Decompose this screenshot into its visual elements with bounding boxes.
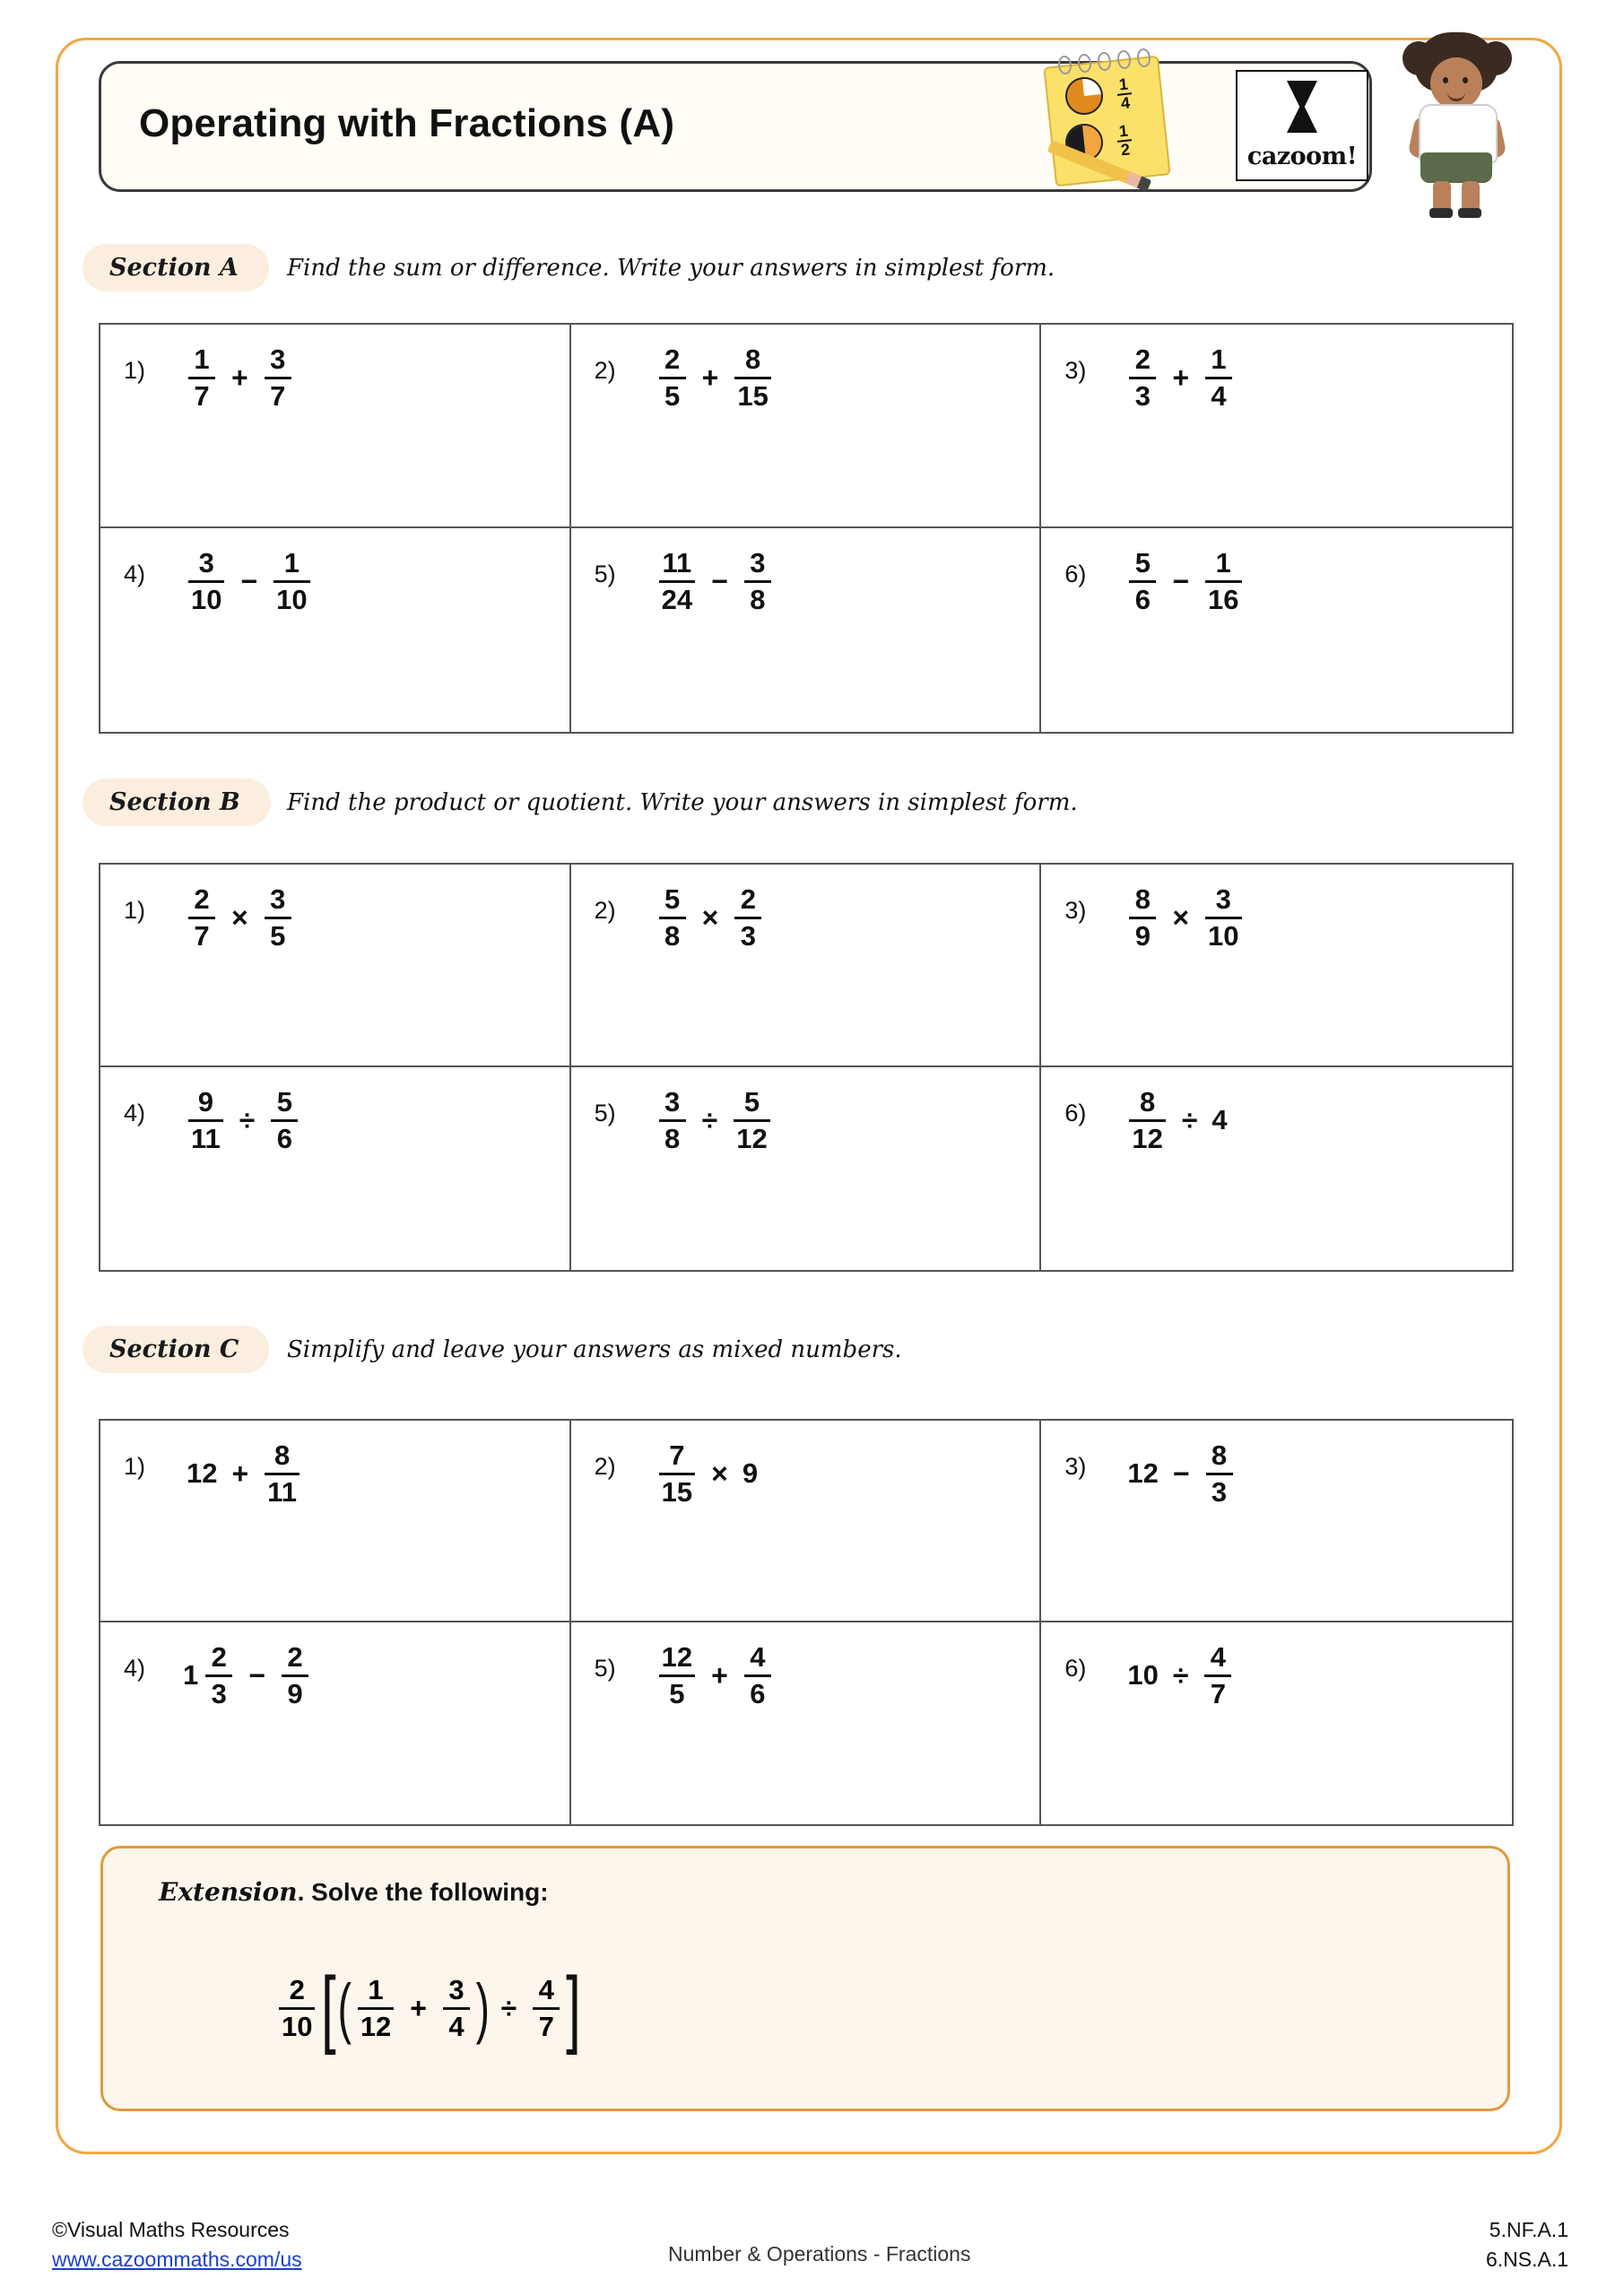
left-bracket-outer: [: [321, 1960, 337, 2056]
operator: ÷: [239, 1103, 256, 1136]
logo-wordmark: cazoom!: [1246, 143, 1358, 170]
fraction: [659, 885, 686, 950]
question-expression: [654, 339, 777, 416]
fraction: [1129, 546, 1156, 615]
fraction: [188, 1085, 223, 1154]
fraction: [358, 1973, 394, 2042]
question-number: 2): [594, 357, 616, 384]
section-b-instruction: Find the product or quotient. Write your answers in simplest form.: [287, 789, 1078, 816]
question-cell[interactable]: [100, 1421, 571, 1622]
fraction: [1205, 885, 1241, 950]
fraction-bar: [1129, 377, 1156, 379]
standard-2: 6.NS.A.1: [1485, 2248, 1568, 2272]
fraction-numerator: 7: [669, 1439, 685, 1471]
question-expression: [1124, 339, 1238, 416]
question-cell[interactable]: [1041, 528, 1512, 732]
fraction-bar: [744, 580, 771, 583]
fraction-bar: [188, 1119, 223, 1122]
question-cell[interactable]: [571, 1421, 1042, 1622]
fraction-denominator: 3: [1134, 379, 1151, 412]
extension-label: Extension: [159, 1877, 298, 1907]
question-number: 6): [1064, 561, 1087, 587]
fraction-bar: [1205, 377, 1232, 379]
fraction-denominator: 4: [1211, 379, 1227, 412]
fraction-numerator: 2: [194, 883, 210, 915]
right-bracket-outer: ]: [566, 1960, 581, 2056]
fraction-denominator: 5: [669, 1677, 685, 1709]
question-number: 2): [594, 1453, 616, 1480]
whole-number: 4: [1211, 1104, 1228, 1135]
fraction-denominator: 9: [1134, 919, 1151, 952]
fraction-denominator: 24: [661, 583, 693, 615]
fraction: [188, 546, 224, 615]
fraction-numerator: 3: [750, 546, 766, 578]
fraction-denominator: 12: [736, 1122, 768, 1154]
operator: +: [701, 361, 719, 394]
question-cell[interactable]: [571, 865, 1042, 1067]
fraction-bar: [734, 377, 770, 379]
fraction-denominator: 5: [270, 919, 286, 952]
operator: +: [711, 1658, 728, 1692]
operator: +: [410, 1991, 427, 2024]
question-cell[interactable]: [1041, 1067, 1512, 1270]
question-cell[interactable]: [100, 325, 571, 528]
question-number: 3): [1064, 357, 1087, 384]
operator: ÷: [701, 1103, 718, 1136]
fraction-denominator: 11: [191, 1122, 221, 1154]
question-cell[interactable]: [571, 1067, 1042, 1270]
fraction: [265, 1441, 300, 1506]
fraction-bar: [358, 2007, 394, 2010]
mixed-fraction-part: [205, 1640, 232, 1709]
fraction-numerator: 1: [368, 1973, 384, 2005]
fraction-denominator: 10: [191, 583, 222, 615]
footer-standards: [1486, 2215, 1568, 2275]
fraction-denominator: 12: [1132, 1122, 1163, 1154]
question-cell[interactable]: [100, 1067, 571, 1270]
question-number: 3): [1064, 897, 1087, 924]
footer-left: [52, 2215, 302, 2275]
fraction: [659, 345, 686, 410]
question-expression: [654, 1082, 776, 1159]
question-number: 3): [1064, 1453, 1087, 1480]
whole-number: 9: [742, 1457, 759, 1489]
extension-title: [159, 1877, 549, 1907]
fraction-bar: [744, 1674, 771, 1677]
question-number: 1): [124, 1453, 146, 1480]
question-cell[interactable]: [571, 528, 1042, 732]
section-a-header: [83, 244, 1338, 296]
question-expression: [654, 879, 768, 956]
extension-box: [100, 1846, 1510, 2111]
operator: −: [1172, 1457, 1190, 1490]
fraction-denominator: 9: [287, 1677, 303, 1709]
fraction-denominator: 7: [270, 379, 286, 412]
fraction: [188, 345, 215, 410]
operator: ×: [711, 1457, 728, 1490]
fraction-numerator: 5: [276, 1085, 292, 1118]
extension-expression: [274, 1954, 582, 2062]
fraction-numerator: 2: [1134, 343, 1151, 375]
fraction-denominator: 6: [1134, 583, 1151, 615]
whole-number: 12: [187, 1457, 218, 1489]
operator: +: [1172, 361, 1190, 394]
fraction-numerator: 1: [1215, 546, 1231, 578]
fraction: [274, 546, 309, 615]
question-expression: [1124, 1082, 1230, 1159]
fraction-numerator: 3: [1215, 883, 1231, 915]
fraction-numerator: 5: [664, 883, 681, 915]
extension-title-rest: . Solve the following:: [297, 1878, 549, 1906]
fraction-bar: [659, 1473, 695, 1475]
fraction-numerator: 4: [1210, 1640, 1226, 1673]
fraction: [1206, 1441, 1233, 1506]
fraction: [659, 1085, 686, 1154]
fraction: [1129, 885, 1156, 950]
question-number: 5): [594, 1100, 616, 1126]
fraction-denominator: 3: [1211, 1475, 1228, 1508]
section-a-questions-grid: [99, 323, 1514, 734]
operator: −: [248, 1658, 265, 1692]
fraction-bar: [188, 580, 224, 583]
fraction-denominator: 5: [664, 379, 681, 412]
fraction-numerator: 2: [740, 883, 756, 915]
fraction-bar: [188, 377, 215, 379]
fraction-bar: [265, 917, 291, 919]
footer-topic: Number & Operations - Fractions: [668, 2242, 971, 2266]
fraction-numerator: 8: [274, 1439, 291, 1471]
copyright-text: ©Visual Maths Resources: [52, 2218, 290, 2241]
operator: −: [711, 564, 728, 597]
fraction-denominator: 11: [267, 1475, 297, 1508]
fraction-numerator: 3: [448, 1973, 465, 2005]
cazoom-logo: [1236, 70, 1368, 181]
fraction-numerator: 5: [743, 1085, 760, 1118]
fraction-numerator: 8: [1211, 1439, 1228, 1471]
question-number: 5): [594, 1655, 616, 1682]
question-expression: [1124, 1637, 1237, 1714]
fraction-bar: [1205, 580, 1241, 583]
question-cell[interactable]: [100, 865, 571, 1067]
section-c-header: [83, 1326, 1338, 1378]
fraction-denominator: 3: [740, 919, 756, 952]
fraction: [265, 885, 291, 950]
operator: ×: [701, 900, 719, 934]
section-c-instruction: Simplify and leave your answers as mixed numbers.: [287, 1336, 902, 1363]
fraction: [1204, 1640, 1231, 1709]
notepad-fraction-quarter: 1 4: [1117, 74, 1132, 113]
fraction-denominator: 15: [737, 379, 769, 412]
mixed-number: [183, 1640, 238, 1709]
fraction-numerator: 8: [1139, 1085, 1156, 1118]
question-expression: [654, 1637, 777, 1714]
fraction-numerator: 3: [270, 343, 286, 375]
fraction-denominator: 8: [664, 919, 681, 952]
fraction-numerator: 9: [197, 1085, 214, 1118]
fraction-numerator: 5: [1134, 546, 1151, 578]
question-number: 1): [124, 897, 146, 924]
question-number: 2): [594, 897, 616, 924]
fraction-bar: [271, 1119, 298, 1122]
question-expression: [183, 543, 316, 620]
fraction-denominator: 12: [360, 2010, 392, 2042]
section-c-questions-grid: [99, 1419, 1514, 1826]
question-expression: [1124, 1435, 1238, 1512]
fraction-bar: [1129, 580, 1156, 583]
question-expression: [183, 1082, 303, 1159]
fraction-bar: [282, 1674, 308, 1677]
fraction-bar: [1129, 917, 1156, 919]
student-mascot-illustration: [1399, 27, 1515, 220]
operator: ÷: [500, 1991, 517, 2024]
fraction-denominator: 7: [1210, 1677, 1226, 1709]
question-number: 6): [1064, 1100, 1087, 1126]
fraction-bar: [265, 1473, 300, 1475]
page-title: Operating with Fractions (A): [139, 101, 675, 145]
section-b-header: [83, 778, 1338, 831]
fraction-bar: [659, 580, 695, 583]
fraction: [1205, 345, 1232, 410]
fraction-denominator: 10: [282, 2010, 313, 2042]
fraction: [188, 885, 215, 950]
fraction: [734, 885, 761, 950]
fraction-numerator: 1: [1211, 343, 1227, 375]
fraction-denominator: 7: [194, 919, 210, 952]
fraction-bar: [1204, 1674, 1231, 1677]
section-b-questions-grid: [99, 863, 1514, 1272]
section-b-tag: Section B: [83, 778, 271, 826]
fraction-numerator: 3: [270, 883, 286, 915]
left-bracket-inner: (: [337, 1970, 352, 2045]
question-expression: [183, 879, 297, 956]
fraction-bar: [659, 377, 686, 379]
fraction-numerator: 2: [289, 1973, 305, 2005]
operator: +: [231, 361, 248, 394]
operator: ×: [231, 900, 248, 934]
fraction: [1129, 345, 1156, 410]
right-bracket-inner: ): [475, 1970, 490, 2045]
section-a-tag: Section A: [83, 244, 269, 291]
question-expression: [1124, 543, 1246, 620]
fraction-numerator: 8: [744, 343, 761, 375]
question-expression: [654, 543, 777, 620]
question-number: 5): [594, 561, 616, 587]
fraction: [734, 1085, 769, 1154]
fraction-bar: [188, 917, 215, 919]
fraction: [659, 546, 695, 615]
operator: −: [240, 564, 258, 597]
fraction-bar: [734, 1119, 769, 1122]
question-expression: [183, 1637, 314, 1714]
notepad-icon: [1040, 52, 1175, 196]
fraction-denominator: 7: [538, 2010, 554, 2042]
fraction-denominator: 3: [211, 1677, 227, 1709]
fraction-numerator: 8: [1134, 883, 1151, 915]
extension-outer-fraction: [279, 1973, 315, 2042]
operator: ÷: [1172, 1658, 1189, 1692]
fraction-bar: [659, 917, 686, 919]
fraction: [1205, 546, 1241, 615]
question-number: 4): [124, 561, 146, 587]
section-a-instruction: Find the sum or difference. Write your answers in simplest form.: [287, 255, 1055, 282]
operator: ÷: [1181, 1103, 1198, 1136]
fraction: [282, 1640, 308, 1709]
question-cell[interactable]: [1041, 325, 1512, 528]
fraction-denominator: 10: [1208, 919, 1239, 952]
fraction-bar: [1206, 1473, 1233, 1475]
question-number: 1): [124, 357, 146, 384]
question-number: 4): [124, 1100, 146, 1126]
fraction: [744, 546, 771, 615]
fraction: [1129, 1085, 1165, 1154]
whole-number: 10: [1127, 1659, 1159, 1691]
fraction-numerator: 2: [211, 1640, 227, 1673]
fraction-bar: [443, 2007, 470, 2010]
question-expression: [183, 339, 297, 416]
operator: ×: [1172, 900, 1190, 934]
question-expression: [1124, 879, 1246, 956]
operator: +: [231, 1457, 249, 1490]
fraction-bar: [205, 1674, 232, 1677]
fraction: [659, 1640, 695, 1709]
question-expression: [654, 1435, 761, 1512]
question-cell[interactable]: [571, 325, 1042, 528]
fraction-numerator: 1: [283, 546, 300, 578]
question-cell[interactable]: [100, 1622, 571, 1824]
fraction-bar: [1205, 917, 1241, 919]
fraction-bar: [1129, 1119, 1165, 1122]
fraction-bar: [279, 2007, 315, 2010]
operator: −: [1172, 564, 1190, 597]
fraction-numerator: 4: [538, 1973, 554, 2005]
fraction: [744, 1640, 771, 1709]
fraction-bar: [533, 2007, 560, 2010]
fraction-numerator: 3: [198, 546, 214, 578]
fraction-numerator: 11: [662, 546, 692, 578]
notepad-fraction-half: 1 2: [1117, 121, 1132, 160]
fraction: [265, 345, 291, 410]
question-cell[interactable]: [1041, 1421, 1512, 1622]
fraction: [443, 1973, 470, 2042]
section-c-tag: Section C: [83, 1326, 269, 1373]
whole-number: 12: [1127, 1457, 1159, 1489]
question-cell[interactable]: [100, 528, 571, 732]
question-cell[interactable]: [571, 1622, 1042, 1824]
fraction-denominator: 16: [1208, 583, 1239, 615]
website-link[interactable]: www.cazoommaths.com/us: [52, 2248, 302, 2272]
fraction-numerator: 12: [661, 1640, 693, 1673]
fraction-bar: [659, 1674, 695, 1677]
standard-1: 5.NF.A.1: [1489, 2218, 1568, 2241]
fraction-numerator: 4: [750, 1640, 766, 1673]
fraction-denominator: 7: [194, 379, 210, 412]
fraction-numerator: 1: [194, 343, 210, 375]
fraction: [271, 1085, 298, 1154]
fraction-denominator: 6: [750, 1677, 766, 1709]
fraction-numerator: 3: [664, 1085, 681, 1118]
fraction-numerator: 2: [287, 1640, 303, 1673]
fraction: [734, 345, 770, 410]
fraction-bar: [265, 377, 291, 379]
fraction-denominator: 15: [661, 1475, 693, 1508]
fraction-bar: [734, 917, 761, 919]
question-number: 6): [1064, 1655, 1087, 1682]
question-cell[interactable]: [1041, 1622, 1512, 1824]
question-cell[interactable]: [1041, 865, 1512, 1067]
hourglass-icon: [1287, 81, 1317, 133]
fraction-denominator: 4: [448, 2010, 465, 2042]
question-expression: [183, 1435, 305, 1512]
fraction-bar: [274, 580, 309, 583]
fraction-numerator: 2: [664, 343, 681, 375]
fraction-denominator: 8: [664, 1122, 681, 1154]
fraction-bar: [659, 1119, 686, 1122]
extension-divisor-fraction: [533, 1973, 560, 2042]
question-number: 4): [124, 1655, 146, 1682]
fraction-denominator: 6: [276, 1122, 292, 1154]
fraction-denominator: 10: [276, 583, 308, 615]
mixed-whole-part: 1: [183, 1659, 199, 1691]
fraction: [659, 1441, 695, 1506]
fraction-denominator: 8: [750, 583, 766, 615]
